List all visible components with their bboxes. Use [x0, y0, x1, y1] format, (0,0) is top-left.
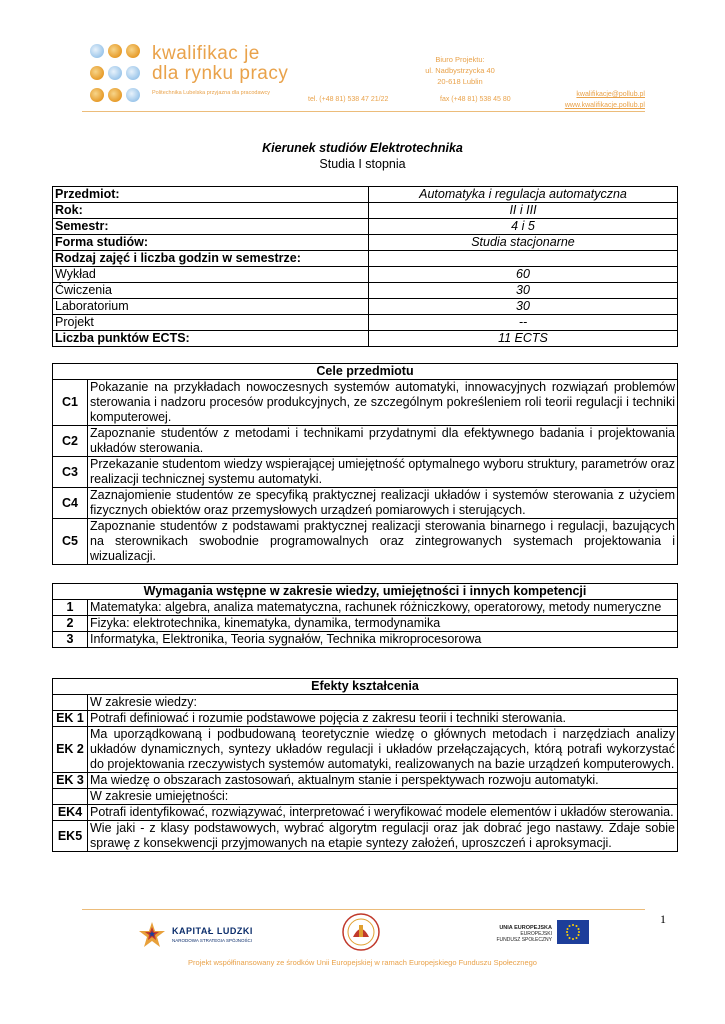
project-hours: -- — [369, 315, 678, 331]
year-value: II i III — [369, 203, 678, 219]
ects-value: 11 ECTS — [369, 331, 678, 347]
laboratory-hours: 30 — [369, 299, 678, 315]
table-header-row — [53, 364, 678, 380]
table-row — [53, 267, 678, 283]
prerequisite-text: Informatyka, Elektronika, Teoria sygnałów, Technika mikroprocesorowa — [88, 632, 678, 648]
class-types-value — [369, 251, 678, 267]
objectives-header: Cele przedmiotu — [53, 364, 678, 380]
kapital-ludzki-subtitle: NARODOWA STRATEGIA SPÓJNOŚCI — [172, 938, 253, 943]
objective-code: C4 — [53, 488, 88, 519]
study-form-label: Forma studiów: — [53, 235, 369, 251]
year-label: Rok: — [53, 203, 369, 219]
table-row — [53, 821, 678, 852]
email-link[interactable]: kwalifikacje@pollub.pl — [576, 91, 645, 98]
prerequisite-code: 1 — [53, 600, 88, 616]
table-row — [53, 219, 678, 235]
table-row — [53, 283, 678, 299]
course-info-table — [52, 186, 678, 347]
table-row — [53, 711, 678, 727]
exercises-hours: 30 — [369, 283, 678, 299]
phone: tel. (+48 81) 538 47 21/22 — [308, 96, 389, 103]
office-street: ul. Nadbystrzycka 40 — [425, 66, 495, 75]
objective-code: C3 — [53, 457, 88, 488]
learning-outcomes-table — [52, 678, 678, 852]
eu-label — [492, 925, 552, 943]
table-row — [53, 251, 678, 267]
kapital-ludzki-star-icon — [138, 921, 166, 949]
outcome-text: Ma uporządkowaną i podbudowaną teoretycznie wiedzę o głównych metodach i narzędziach analizy układów dynamicznych, syntezy układów regulacji i układów przełączających, którą potrafi wykorzystać do projektowania rzeczywistych systemów automatyki, realizowanych na bazie urządzeń komputerowych. — [88, 727, 678, 773]
objective-text: Zapoznanie studentów z metodami i technikami przydatnymi dla efektywnego badania i projektowania układów sterowania. — [88, 426, 678, 457]
prerequisite-text: Matematyka: algebra, analiza matematyczna, rachunek różniczkowy, operatorowy, metody numeryczne — [88, 600, 678, 616]
eu-line-1: UNIA EUROPEJSKA — [499, 925, 552, 931]
prerequisites-header: Wymagania wstępne w zakresie wiedzy, umiejętności i innych kompetencji — [53, 584, 678, 600]
www-link[interactable]: www.kwalifikacje.pollub.pl — [564, 102, 645, 109]
objectives-table — [52, 363, 678, 565]
header-divider — [82, 111, 645, 112]
table-row — [53, 600, 678, 616]
table-row — [53, 773, 678, 789]
prerequisite-code: 2 — [53, 616, 88, 632]
lecture-hours: 60 — [369, 267, 678, 283]
outcome-text: Potrafi identyfikować, rozwiązywać, interpretować i weryfikować modele elementów i układów sterowania. — [88, 805, 678, 821]
table-header-row — [53, 679, 678, 695]
class-types-label: Rodzaj zajęć i liczba godzin w semestrze: — [53, 251, 369, 267]
table-row — [53, 299, 678, 315]
table-row — [53, 789, 678, 805]
table-header-row — [53, 584, 678, 600]
semester-value: 4 i 5 — [369, 219, 678, 235]
table-row — [53, 203, 678, 219]
table-row — [53, 331, 678, 347]
knowledge-section-label: W zakresie wiedzy: — [88, 695, 678, 711]
semester-label: Semestr: — [53, 219, 369, 235]
laboratory-label: Laboratorium — [53, 299, 369, 315]
funding-note: Projekt współfinansowany ze środków Unii Europejskiej w ramach Europejskiego Funduszu Społecznego — [188, 958, 537, 967]
table-row — [53, 632, 678, 648]
lecture-label: Wykład — [53, 267, 369, 283]
table-row — [53, 519, 678, 565]
outcome-code: EK4 — [53, 805, 88, 821]
table-row — [53, 426, 678, 457]
objective-text: Zapoznanie studentów z podstawami praktycznej realizacji sterowania binarnego i regulacji, bazujących na sterownikach swobodnie programowalnych oraz zintegrowanych systemach projektowania i wizualizacji. — [88, 519, 678, 565]
subject-label: Przedmiot: — [53, 187, 369, 203]
table-row — [53, 805, 678, 821]
objective-text: Przekazanie studentom wiedzy wspierającej umiejętność optymalnego wyboru struktury, parametrów oraz realizacji technicznej systemu automatyki. — [88, 457, 678, 488]
table-row — [53, 457, 678, 488]
ects-label: Liczba punktów ECTS: — [53, 331, 369, 347]
table-row — [53, 727, 678, 773]
outcome-code: EK 1 — [53, 711, 88, 727]
project-label: Projekt — [53, 315, 369, 331]
footer-divider — [82, 909, 645, 910]
eu-line-2: EUROPEJSKI — [520, 931, 552, 937]
table-row — [53, 235, 678, 251]
prerequisite-code: 3 — [53, 632, 88, 648]
table-row — [53, 695, 678, 711]
objective-code: C2 — [53, 426, 88, 457]
page-header — [0, 0, 725, 125]
office-label: Biuro Projektu: — [435, 55, 485, 64]
page-number: 1 — [660, 912, 666, 926]
fax: fax (+48 81) 538 45 80 — [440, 96, 511, 103]
table-row — [53, 187, 678, 203]
university-emblem-icon — [342, 913, 380, 951]
outcome-text: Wie jaki - z klasy podstawowych, wybrać algorytm regulacji oraz jak dobrać jego nastawy. Zdaje sobie sprawę z konsekwencji przyjmowanych na etapie syntezy założeń, uproszczeń i aproksymacji. — [88, 821, 678, 852]
eu-line-3: FUNDUSZ SPOŁECZNY — [496, 937, 552, 943]
office-address — [400, 54, 520, 87]
contact-links — [530, 89, 645, 111]
logo-line-1: kwalifikac je — [152, 43, 260, 64]
outcome-code: EK5 — [53, 821, 88, 852]
objective-code: C5 — [53, 519, 88, 565]
page-subtitle: Studia I stopnia — [319, 157, 406, 171]
study-form-value: Studia stacjonarne — [369, 235, 678, 251]
outcome-text: Ma wiedzę o obszarach zastosowań, aktualnym stanie i perspektywach rozwoju automatyki. — [88, 773, 678, 789]
page-title: Kierunek studiów Elektrotechnika — [262, 141, 463, 155]
objective-code: C1 — [53, 380, 88, 426]
objective-text: Pokazanie na przykładach nowoczesnych systemów automatyki, innowacyjnych rozwiązań problemów sterowania i nadzoru procesów produkcyjnych, ze szczególnym pokreśleniem roli teorii regulacji i techniki komputerowej. — [88, 380, 678, 426]
subject-value: Automatyka i regulacja automatyczna — [369, 187, 678, 203]
logo-line-2: dla rynku pracy — [152, 63, 289, 84]
kapital-ludzki-title: KAPITAŁ LUDZKI — [172, 926, 253, 936]
table-row — [53, 488, 678, 519]
skills-section-label: W zakresie umiejętności: — [88, 789, 678, 805]
exercises-label: Ćwiczenia — [53, 283, 369, 299]
table-row — [53, 315, 678, 331]
eu-flag-icon — [557, 920, 589, 944]
table-row — [53, 616, 678, 632]
prerequisite-text: Fizyka: elektrotechnika, kinematyka, dynamika, termodynamika — [88, 616, 678, 632]
prerequisites-table — [52, 583, 678, 648]
objective-text: Zaznajomienie studentów ze specyfiką praktycznej realizacji układów i systemów sterowania z użyciem fizycznych obiektów oraz przemysłowych urządzeń pomiarowych i sterujących. — [88, 488, 678, 519]
logo-subtitle: Politechnika Lubelska przyjazna dla pracodawcy — [152, 90, 271, 96]
outcome-code: EK 2 — [53, 727, 88, 773]
table-row — [53, 380, 678, 426]
office-city: 20-618 Lublin — [437, 77, 483, 86]
outcome-code: EK 3 — [53, 773, 88, 789]
logo-wordmark — [152, 44, 288, 84]
outcomes-header: Efekty kształcenia — [53, 679, 678, 695]
outcome-text: Potrafi definiować i rozumie podstawowe pojęcia z zakresu teorii i techniki sterowania. — [88, 711, 678, 727]
